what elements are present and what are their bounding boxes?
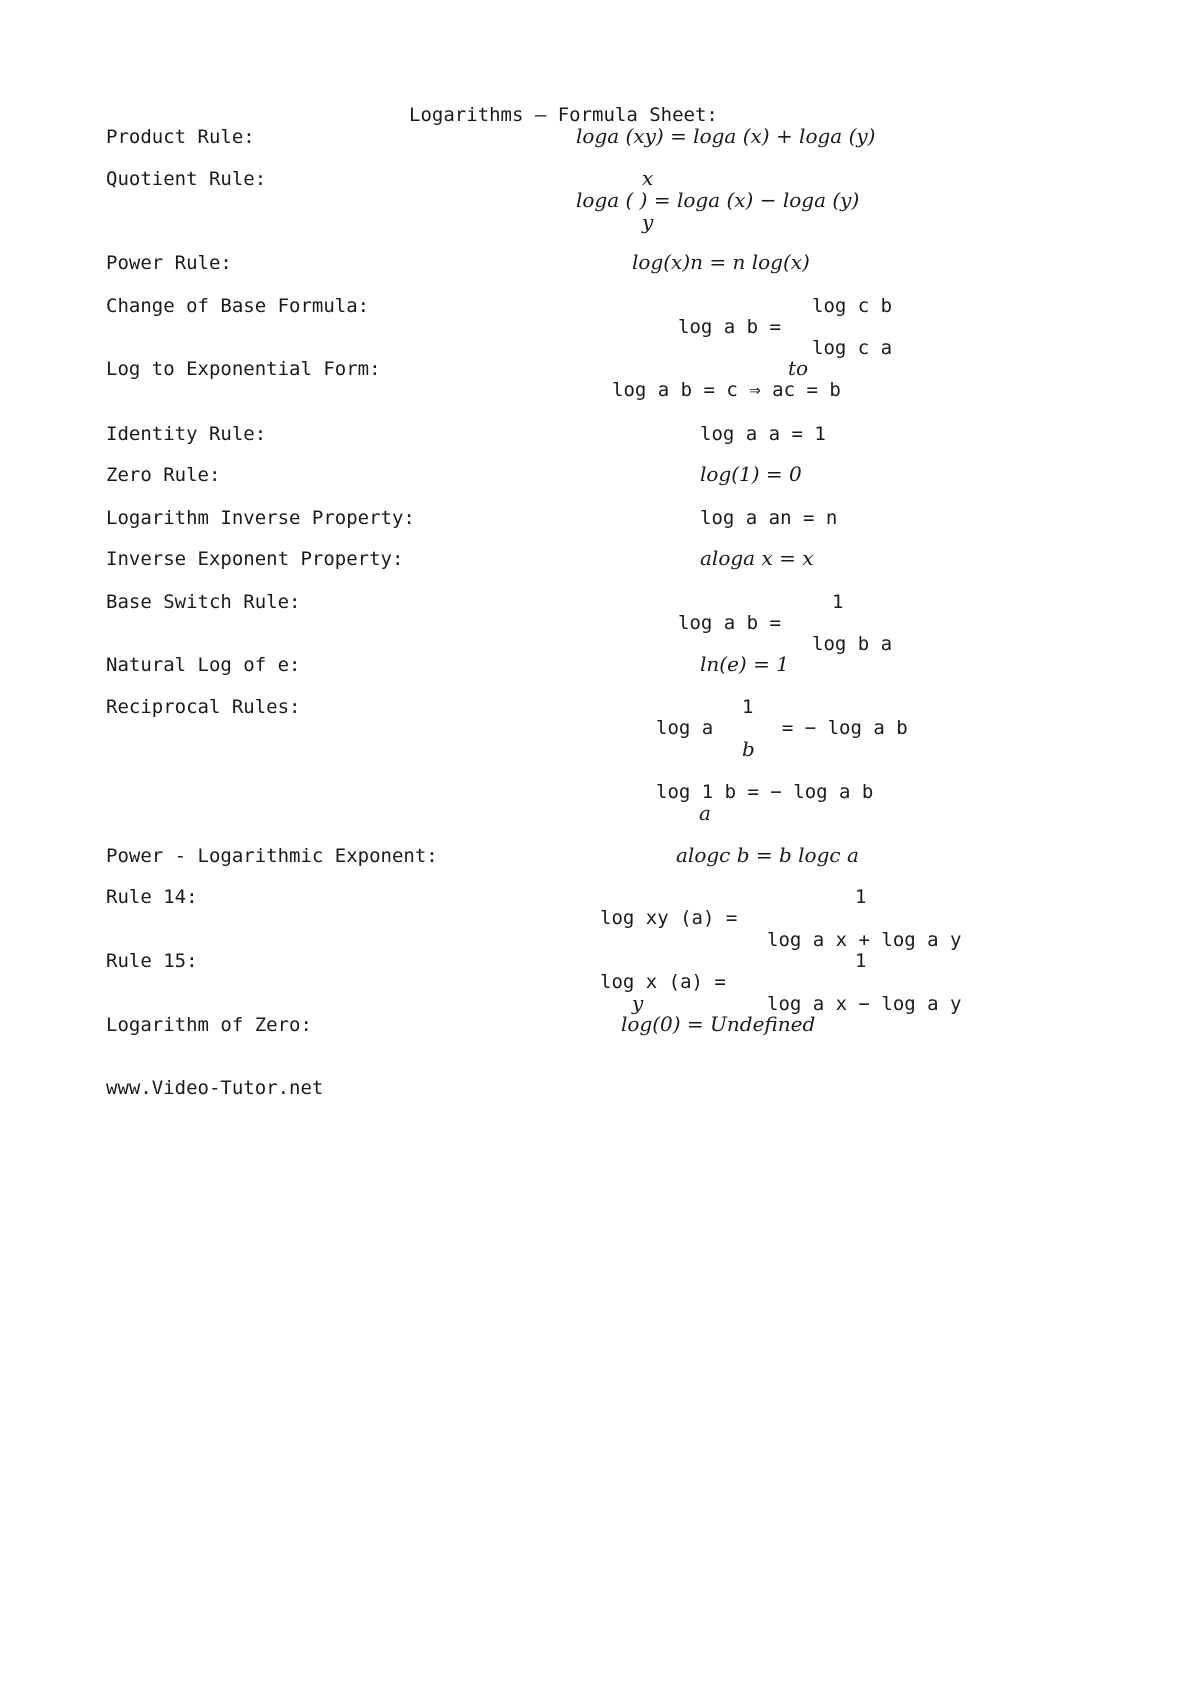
- power-rule-formula: log(x)n = n log(x): [632, 250, 810, 274]
- reciprocal-numerator: 1: [742, 696, 754, 718]
- rule-15-numerator: 1: [855, 950, 867, 972]
- log-of-zero-label: Logarithm of Zero:: [106, 1014, 312, 1036]
- change-base-denominator: log c a: [812, 337, 893, 359]
- identity-rule-formula: log a a = 1: [700, 423, 826, 445]
- power-rule-label: Power Rule:: [106, 252, 232, 274]
- product-rule-label: Product Rule:: [106, 126, 255, 148]
- log-to-exp-connector: to: [788, 356, 809, 380]
- quotient-rule-denominator: y: [642, 210, 654, 234]
- power-log-exponent-label: Power - Logarithmic Exponent:: [106, 845, 438, 867]
- rule-15-lhs-subscript: y: [632, 991, 644, 1015]
- rule-15-lhs: log x (a) =: [600, 971, 726, 993]
- natural-log-e-label: Natural Log of e:: [106, 654, 301, 676]
- rule-15-label: Rule 15:: [106, 950, 198, 972]
- base-switch-label: Base Switch Rule:: [106, 591, 301, 613]
- inverse-exponent-label: Inverse Exponent Property:: [106, 548, 404, 570]
- rule-14-numerator: 1: [855, 886, 867, 908]
- rule-15-denominator: log a x − log a y: [767, 993, 962, 1015]
- log-inverse-label: Logarithm Inverse Property:: [106, 507, 415, 529]
- log-of-zero-formula: log(0) = Undefined: [621, 1012, 816, 1036]
- change-base-label: Change of Base Formula:: [106, 295, 370, 317]
- rule-14-label: Rule 14:: [106, 886, 198, 908]
- reciprocal-rules-label: Reciprocal Rules:: [106, 696, 301, 718]
- change-base-lhs: log a b =: [678, 316, 781, 338]
- base-switch-denominator: log b a: [812, 633, 893, 655]
- rule-14-denominator: log a x + log a y: [767, 929, 962, 951]
- identity-rule-label: Identity Rule:: [106, 423, 267, 445]
- reciprocal-formula-2: log 1 b = − log a b: [656, 781, 874, 803]
- base-switch-lhs: log a b =: [678, 612, 781, 634]
- zero-rule-label: Zero Rule:: [106, 464, 221, 486]
- quotient-rule-formula: loga ( ) = loga (x) − loga (y): [576, 188, 860, 212]
- change-base-numerator: log c b: [812, 295, 893, 317]
- quotient-rule-label: Quotient Rule:: [106, 168, 267, 190]
- quotient-rule-numerator: x: [642, 166, 654, 190]
- log-inverse-formula: log a an = n: [700, 507, 838, 529]
- base-switch-numerator: 1: [832, 591, 844, 613]
- reciprocal-formula-1: log a = − log a b: [656, 717, 908, 739]
- reciprocal-formula-2-subscript: a: [699, 801, 711, 825]
- footer-website: www.Video-Tutor.net: [106, 1077, 324, 1099]
- log-to-exp-formula: log a b = c ⇒ ac = b: [612, 379, 841, 401]
- natural-log-e-formula: ln(e) = 1: [700, 652, 789, 676]
- page-title: Logarithms – Formula Sheet:: [409, 104, 718, 126]
- rule-14-lhs: log xy (a) =: [600, 907, 738, 929]
- power-log-exponent-formula: alogc b = b logc a: [676, 843, 859, 867]
- inverse-exponent-formula: aloga x = x: [700, 546, 814, 570]
- product-rule-formula: loga (xy) = loga (x) + loga (y): [576, 124, 876, 148]
- reciprocal-denominator: b: [742, 737, 755, 761]
- log-to-exp-label: Log to Exponential Form:: [106, 358, 381, 380]
- zero-rule-formula: log(1) = 0: [700, 462, 802, 486]
